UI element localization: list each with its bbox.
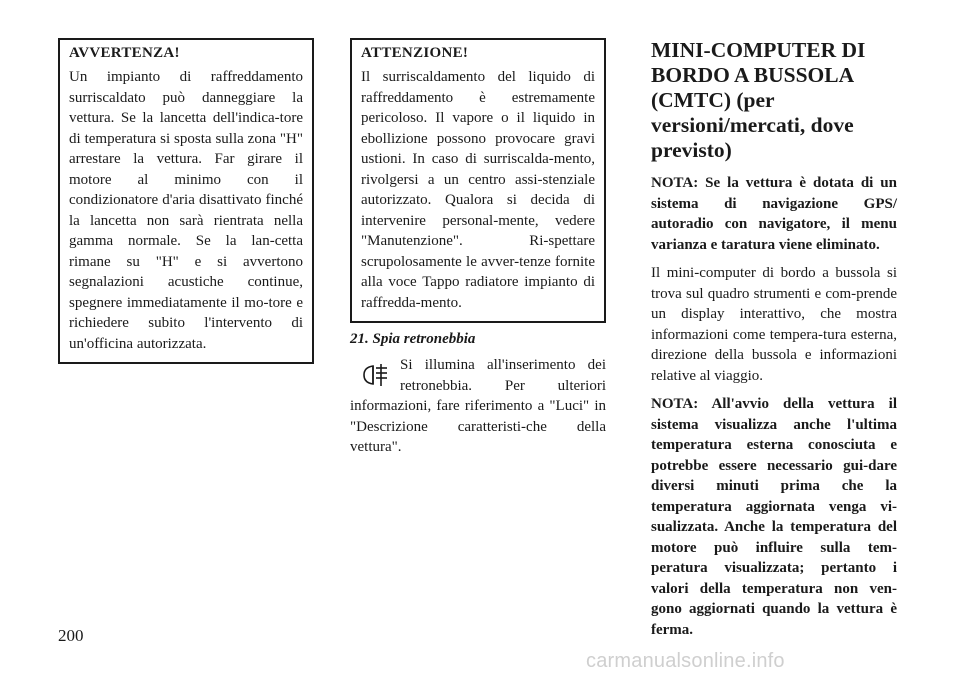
left-column [58,38,314,364]
watermark: carmanualsonline.info [586,650,785,672]
note-temperature: NOTA: All'avvio della vettura il sistema visualizza anche l'ultima temperatura esterna conosciuta e potrebbe essere necessario gui-dare diversi minuti prima che la temperatura aggiornata venga vi-sualizzata. Anche la temperatura del motore può influire sulla tem-peratura visualizzata; pertanto i valori della temperatura non ven-gono aggiornati quando la vettura è ferma. [651,396,897,638]
section-title: MINI-COMPUTER DI BORDO A BUSSOLA (CMTC) (per versioni/mercati, dove previsto) [651,38,866,162]
caution-text: Il surriscaldamento del liquido di raffreddamento è estremamente pericoloso. Il vapore o il liquido in ebollizione possono provocare gravi ustioni. In caso di surriscalda-mento, rivolgersi a un centro assi-stenziale autorizzato. Qualora si decida di intervenire personal-mente, vedere "Manutenzione". Ri-spettare scrupolosamente le avver-tenze fornite alla voce Tappo radiatore impianto di raffredda-mento. [361,69,595,311]
item-heading: 21. Spia retronebbia [350,331,476,347]
item-text: Si illumina all'inserimento dei retronebbia. Per ulteriori informazioni, fare riferimento a "Luci" in "Descrizione caratteristi-che della vettura". [350,357,606,455]
warning-title: AVVERTENZA! [69,45,180,61]
warning-box [58,38,314,364]
rear-fog-light-icon [350,355,400,395]
item-description [350,355,606,458]
section-paragraph: Il mini-computer di bordo a bussola si trova sul quadro strumenti e com-prende un display interattivo, che mostra informazioni come tempera-tura esterna, direzione della bussola e informazioni relative al viaggio. [651,265,897,384]
caution-title: ATTENZIONE! [361,45,469,61]
warning-text: Un impianto di raffreddamento surriscaldato può danneggiare la vettura. Se la lancetta dell'indica-tore di temperatura si sposta sulla zona "H" arrestare la vettura. Far girare il motore al minimo con il condizionatore d'aria disattivato finché la lancetta non sarà rientrata nella gamma normale. Se la lan-cetta rimane su "H" e si avvertono segnalazioni acustiche continue, spegnere immediatamente il mo-tore e richiedere subito l'intervento di un'officina autorizzata. [69,69,303,352]
middle-column [350,38,606,458]
note-navigation: NOTA: Se la vettura è dotata di un sistema di navigazione GPS/ autoradio con navigatore, il menu varianza e taratura viene eliminato. [651,175,897,253]
right-column [651,38,897,648]
caution-box [350,38,606,323]
page-number: 200 [58,626,84,645]
